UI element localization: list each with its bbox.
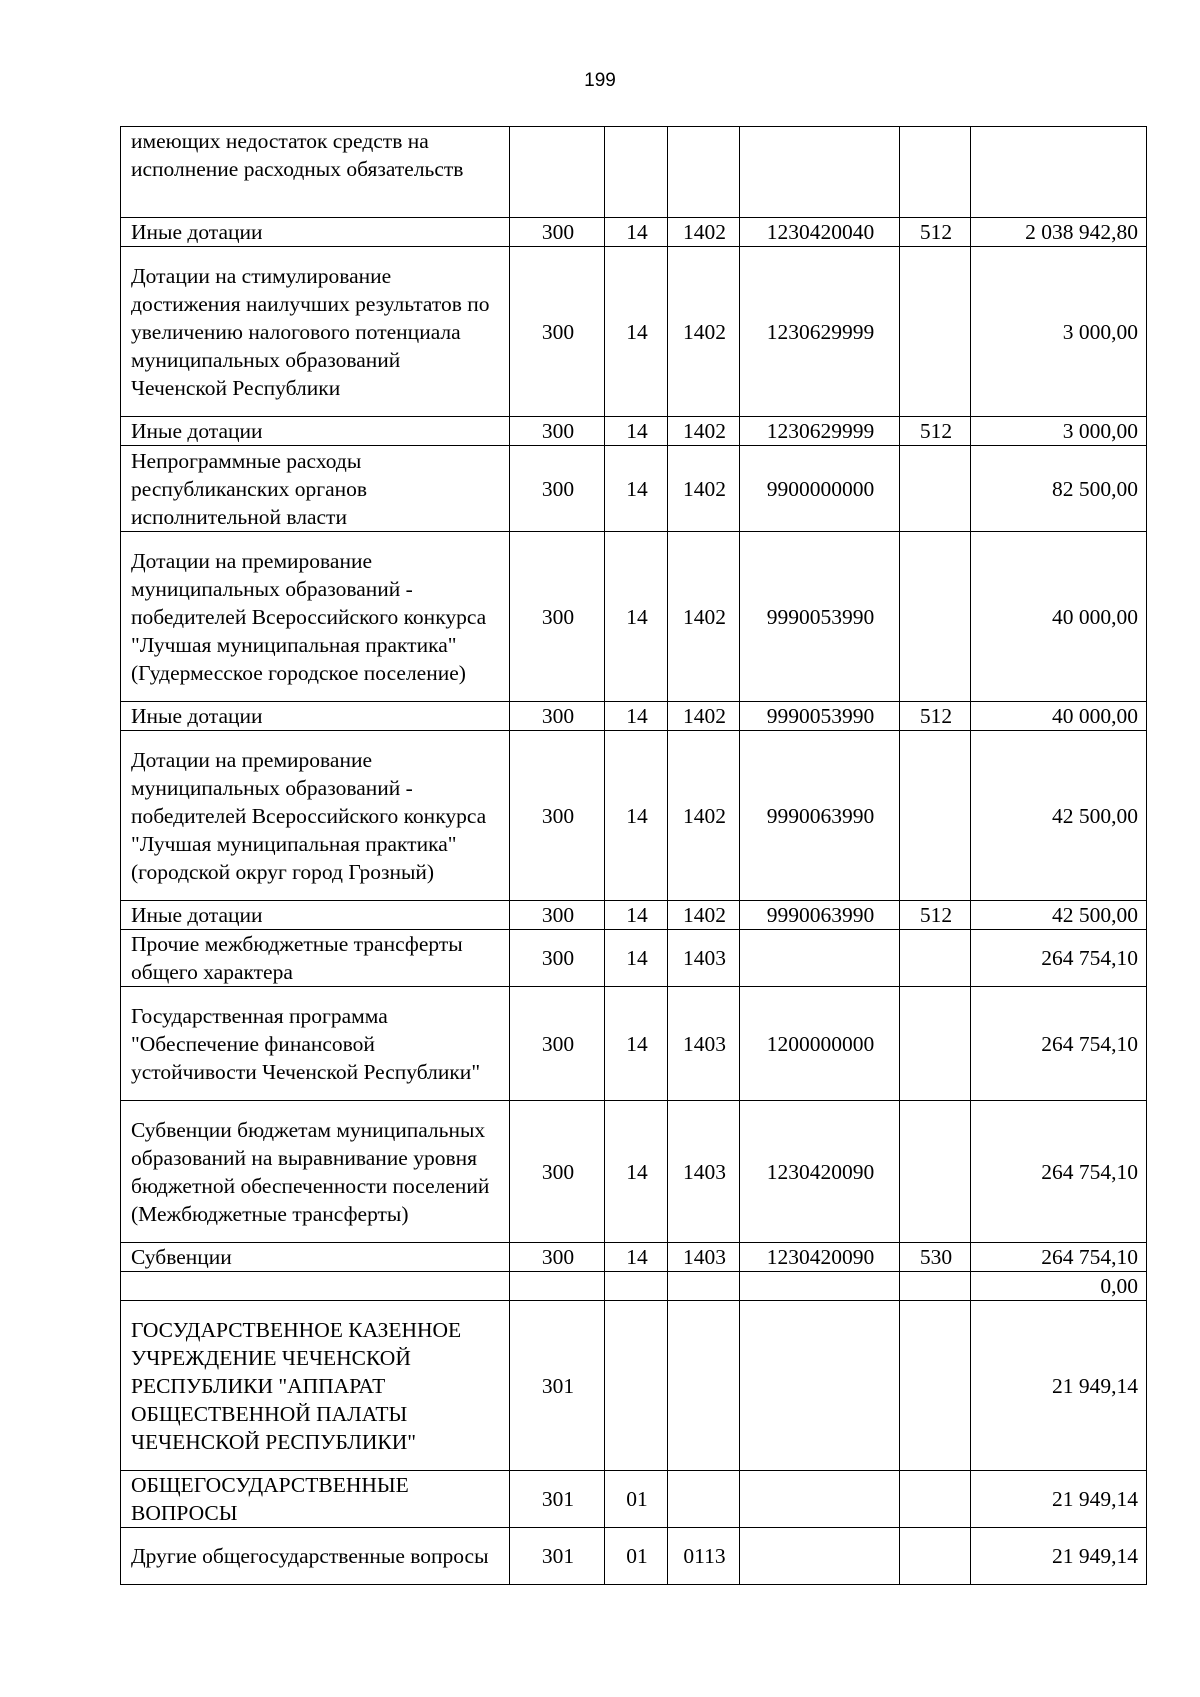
table-row [121, 446, 1147, 532]
expense-type-code [900, 1528, 971, 1585]
expense-type-code: 512 [900, 702, 971, 731]
ministry-code: 300 [510, 247, 605, 417]
target-article-code: 1230420040 [740, 218, 900, 247]
table-row [121, 218, 1147, 247]
table-row [121, 532, 1147, 702]
expense-type-code [900, 1101, 971, 1243]
table-row [121, 901, 1147, 930]
expense-type-code [900, 930, 971, 987]
subsection-code: 1402 [668, 446, 740, 532]
subsection-code [668, 127, 740, 218]
page-number: 199 [584, 70, 616, 91]
section-code: 01 [605, 1471, 668, 1528]
section-code: 14 [605, 446, 668, 532]
row-name: Иные дотации [121, 702, 510, 731]
subsection-code: 1403 [668, 987, 740, 1101]
table-row [121, 987, 1147, 1101]
amount: 264 754,10 [971, 1243, 1147, 1272]
table-row [121, 702, 1147, 731]
ministry-code: 300 [510, 532, 605, 702]
target-article-code: 9900000000 [740, 446, 900, 532]
target-article-code: 1230629999 [740, 417, 900, 446]
subsection-code: 1403 [668, 1243, 740, 1272]
target-article-code [740, 1272, 900, 1301]
subsection-code: 1402 [668, 532, 740, 702]
row-name: Дотации на премирование муниципальных образований - победителей Всероссийского конкурса "Лучшая муниципальная практика" (городской округ город Грозный) [121, 731, 510, 901]
target-article-code [740, 930, 900, 987]
section-code: 14 [605, 247, 668, 417]
ministry-code: 300 [510, 987, 605, 1101]
table-row [121, 247, 1147, 417]
expense-type-code: 512 [900, 218, 971, 247]
subsection-code [668, 1272, 740, 1301]
section-code: 14 [605, 532, 668, 702]
target-article-code: 9990053990 [740, 702, 900, 731]
section-code: 01 [605, 1528, 668, 1585]
amount [971, 127, 1147, 218]
table-row [121, 1471, 1147, 1528]
ministry-code [510, 1272, 605, 1301]
table-row [121, 127, 1147, 218]
subsection-code: 1402 [668, 702, 740, 731]
amount: 40 000,00 [971, 532, 1147, 702]
table-row [121, 731, 1147, 901]
ministry-code: 300 [510, 446, 605, 532]
section-code: 14 [605, 731, 668, 901]
subsection-code: 1402 [668, 417, 740, 446]
target-article-code: 9990063990 [740, 731, 900, 901]
row-name: Непрограммные расходы республиканских органов исполнительной власти [121, 446, 510, 532]
amount: 21 949,14 [971, 1471, 1147, 1528]
subsection-code: 1402 [668, 731, 740, 901]
expense-type-code [900, 987, 971, 1101]
subsection-code [668, 1301, 740, 1471]
subsection-code: 1402 [668, 901, 740, 930]
row-name: Иные дотации [121, 901, 510, 930]
row-name: Дотации на премирование муниципальных образований - победителей Всероссийского конкурса "Лучшая муниципальная практика" (Гудермесское городское поселение) [121, 532, 510, 702]
amount: 42 500,00 [971, 901, 1147, 930]
expense-type-code [900, 1272, 971, 1301]
amount: 3 000,00 [971, 417, 1147, 446]
row-name: ОБЩЕГОСУДАРСТВЕННЫЕ ВОПРОСЫ [121, 1471, 510, 1528]
ministry-code: 300 [510, 1243, 605, 1272]
target-article-code: 1230420090 [740, 1101, 900, 1243]
target-article-code [740, 1301, 900, 1471]
section-code: 14 [605, 702, 668, 731]
ministry-code: 300 [510, 218, 605, 247]
row-name: Дотации на стимулирование достижения наилучших результатов по увеличению налогового потенциала муниципальных образований Чеченской Республики [121, 247, 510, 417]
target-article-code: 1230629999 [740, 247, 900, 417]
row-name: Субвенции бюджетам муниципальных образований на выравнивание уровня бюджетной обеспеченности поселений (Межбюджетные трансферты) [121, 1101, 510, 1243]
row-name: ГОСУДАРСТВЕННОЕ КАЗЕННОЕ УЧРЕЖДЕНИЕ ЧЕЧЕНСКОЙ РЕСПУБЛИКИ "АППАРАТ ОБЩЕСТВЕННОЙ ПАЛАТЫ ЧЕЧЕНСКОЙ РЕСПУБЛИКИ" [121, 1301, 510, 1471]
expense-type-code [900, 1471, 971, 1528]
section-code: 14 [605, 1101, 668, 1243]
ministry-code: 300 [510, 731, 605, 901]
ministry-code: 300 [510, 930, 605, 987]
row-name: Иные дотации [121, 218, 510, 247]
row-name: Другие общегосударственные вопросы [121, 1528, 510, 1585]
row-name: Государственная программа "Обеспечение финансовой устойчивости Чеченской Республики" [121, 987, 510, 1101]
section-code: 14 [605, 1243, 668, 1272]
ministry-code: 301 [510, 1301, 605, 1471]
expense-type-code: 512 [900, 901, 971, 930]
target-article-code [740, 1528, 900, 1585]
subsection-code: 1403 [668, 930, 740, 987]
ministry-code: 300 [510, 702, 605, 731]
subsection-code: 1402 [668, 247, 740, 417]
target-article-code [740, 1471, 900, 1528]
amount: 264 754,10 [971, 930, 1147, 987]
section-code [605, 1272, 668, 1301]
expense-type-code [900, 731, 971, 901]
expense-type-code [900, 247, 971, 417]
table-row [121, 930, 1147, 987]
table-row [121, 1272, 1147, 1301]
expense-type-code [900, 1301, 971, 1471]
amount: 0,00 [971, 1272, 1147, 1301]
amount: 82 500,00 [971, 446, 1147, 532]
table-row [121, 1528, 1147, 1585]
amount: 42 500,00 [971, 731, 1147, 901]
row-name: Прочие межбюджетные трансферты общего характера [121, 930, 510, 987]
table-row [121, 1301, 1147, 1471]
amount: 2 038 942,80 [971, 218, 1147, 247]
subsection-code: 1402 [668, 218, 740, 247]
table-row [121, 1243, 1147, 1272]
amount: 264 754,10 [971, 987, 1147, 1101]
section-code: 14 [605, 987, 668, 1101]
expense-type-code [900, 532, 971, 702]
row-name: Иные дотации [121, 417, 510, 446]
ministry-code: 301 [510, 1528, 605, 1585]
section-code: 14 [605, 417, 668, 446]
ministry-code: 300 [510, 1101, 605, 1243]
ministry-code: 301 [510, 1471, 605, 1528]
target-article-code: 1230420090 [740, 1243, 900, 1272]
amount: 3 000,00 [971, 247, 1147, 417]
row-name [121, 1272, 510, 1301]
table-row [121, 1101, 1147, 1243]
section-code: 14 [605, 901, 668, 930]
expense-type-code: 530 [900, 1243, 971, 1272]
target-article-code [740, 127, 900, 218]
section-code: 14 [605, 930, 668, 987]
target-article-code: 1200000000 [740, 987, 900, 1101]
expense-type-code: 512 [900, 417, 971, 446]
expense-type-code [900, 127, 971, 218]
amount: 21 949,14 [971, 1528, 1147, 1585]
ministry-code [510, 127, 605, 218]
amount: 21 949,14 [971, 1301, 1147, 1471]
row-name: имеющих недостаток средств на исполнение расходных обязательств [121, 127, 510, 218]
section-code [605, 127, 668, 218]
target-article-code: 9990053990 [740, 532, 900, 702]
subsection-code: 0113 [668, 1528, 740, 1585]
row-name: Субвенции [121, 1243, 510, 1272]
expense-type-code [900, 446, 971, 532]
ministry-code: 300 [510, 901, 605, 930]
amount: 40 000,00 [971, 702, 1147, 731]
amount: 264 754,10 [971, 1101, 1147, 1243]
target-article-code: 9990063990 [740, 901, 900, 930]
subsection-code: 1403 [668, 1101, 740, 1243]
section-code: 14 [605, 218, 668, 247]
budget-table [120, 126, 1147, 1585]
subsection-code [668, 1471, 740, 1528]
section-code [605, 1301, 668, 1471]
ministry-code: 300 [510, 417, 605, 446]
table-row [121, 417, 1147, 446]
